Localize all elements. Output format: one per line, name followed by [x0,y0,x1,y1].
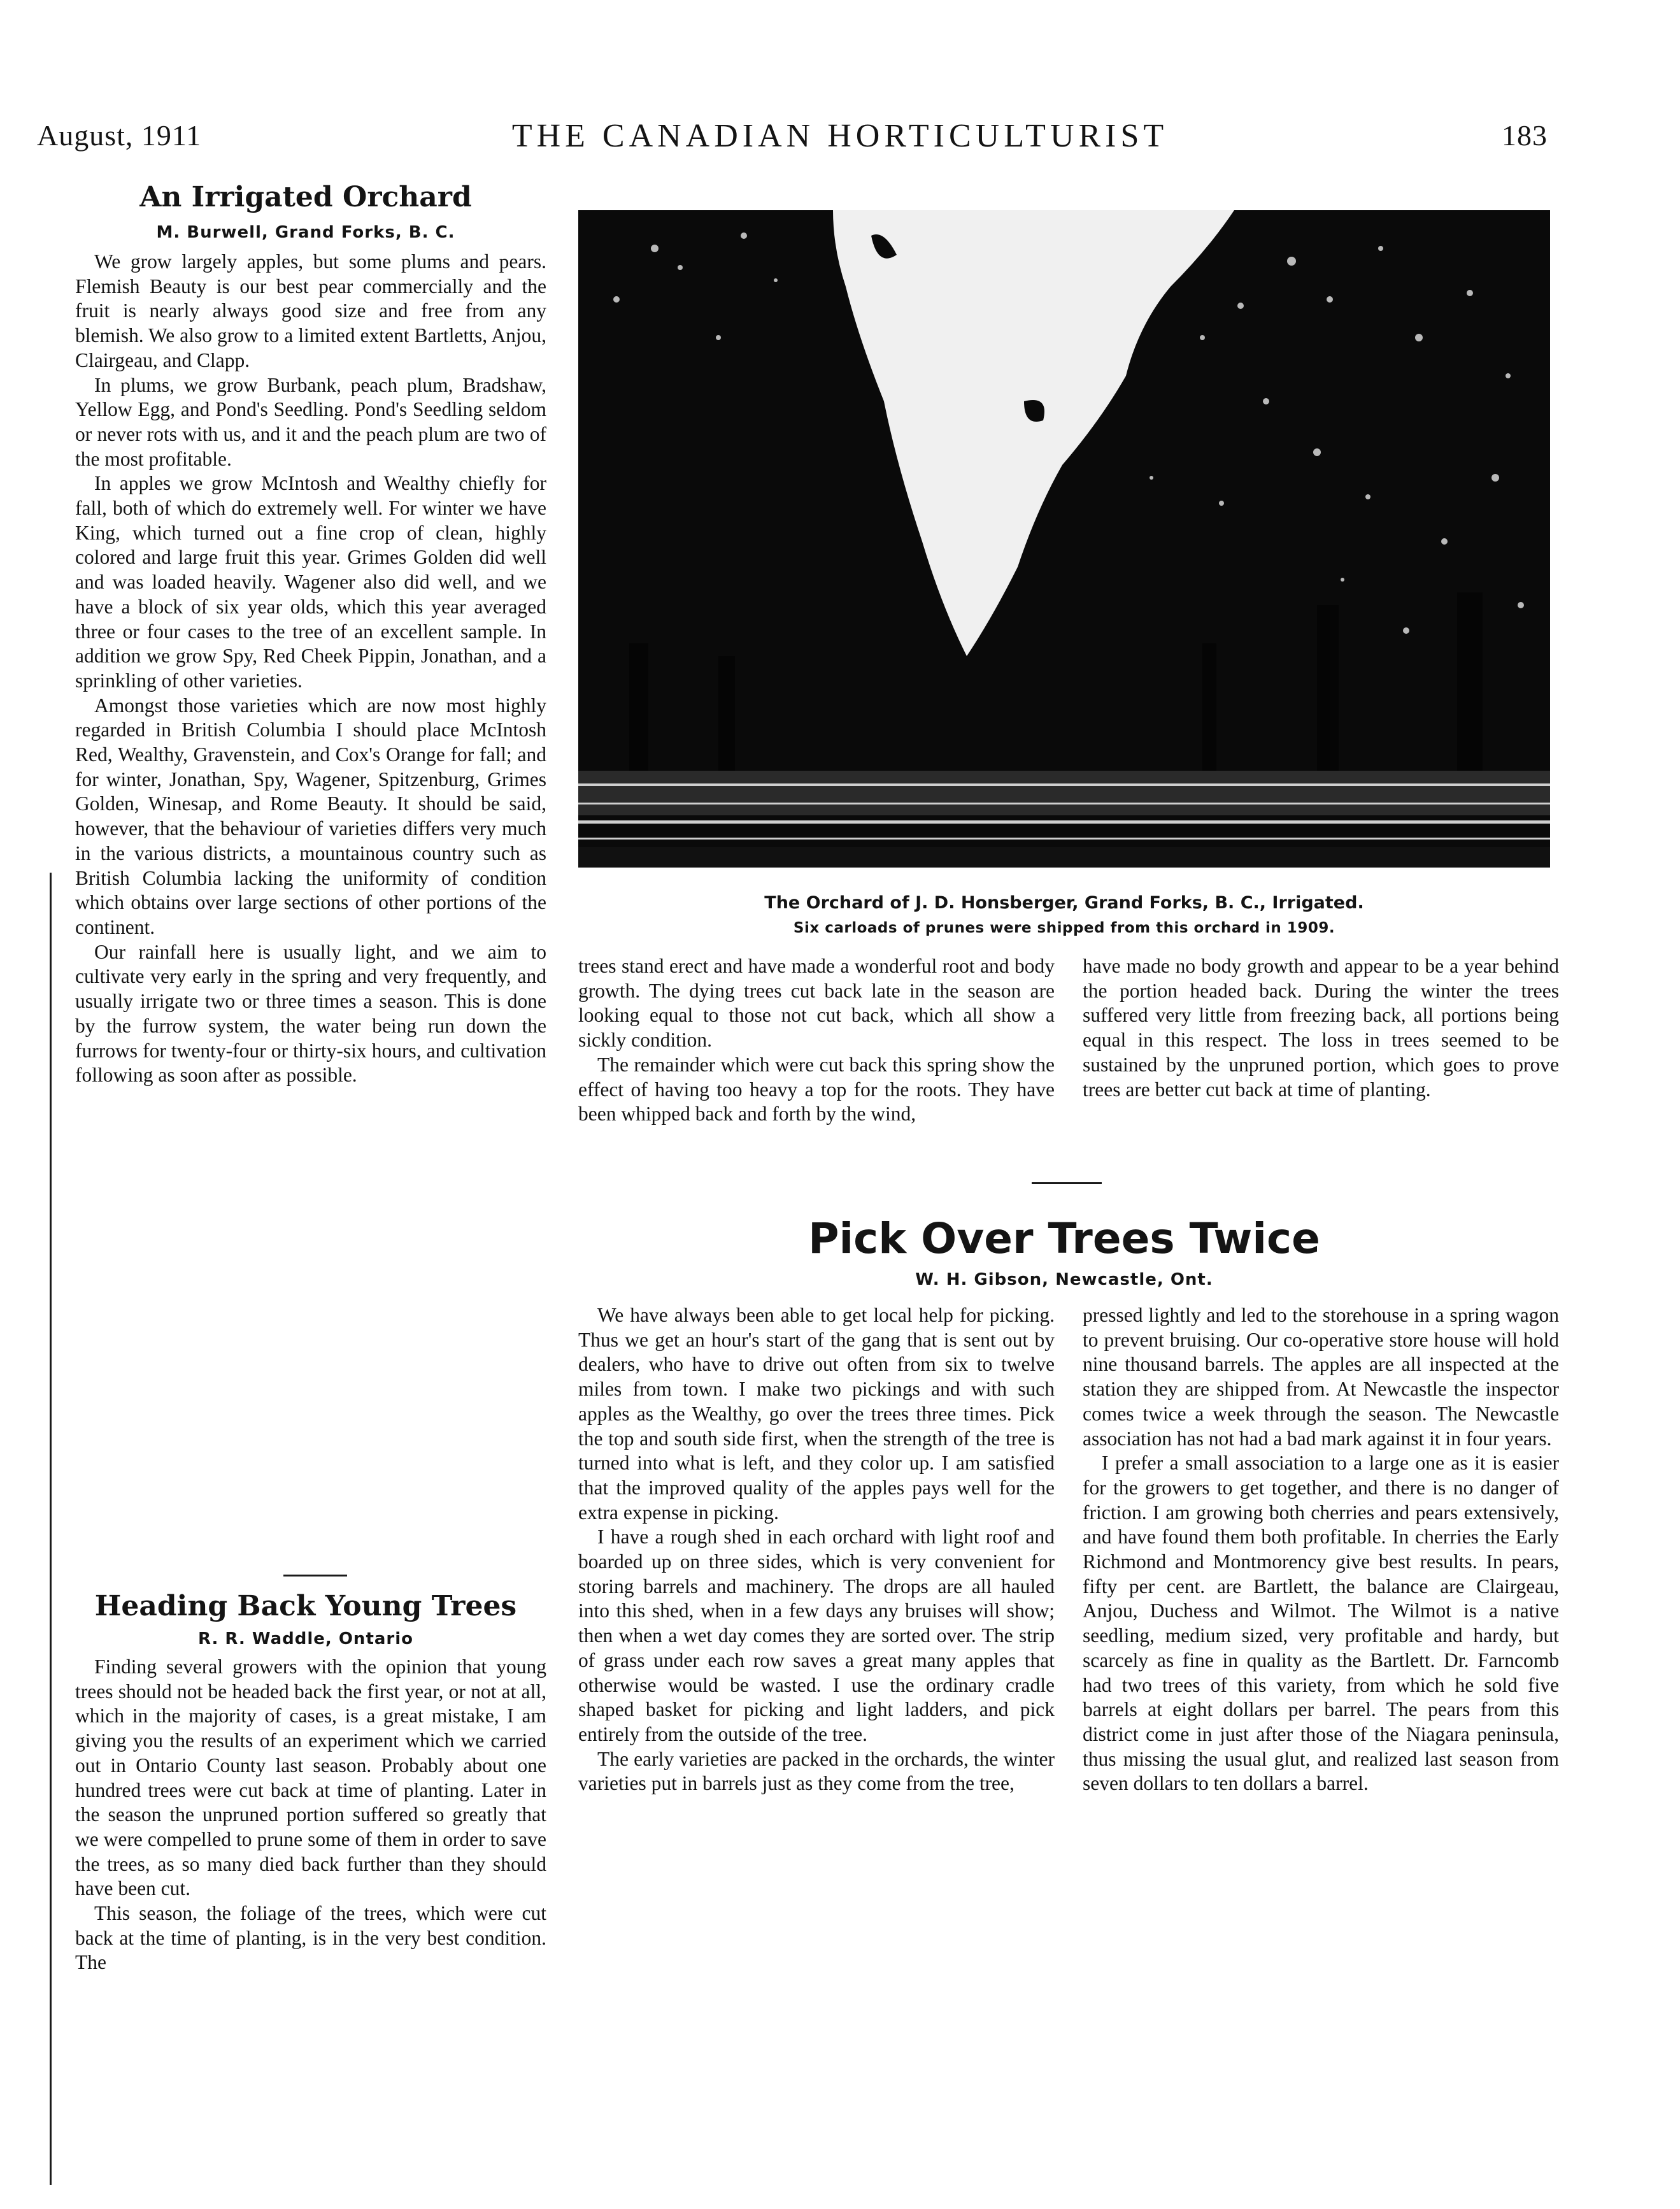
paragraph: In apples we grow McIntosh and Wealthy chiefly for fall, both of which do extremely well. For winter we have King, which turned out a fine crop of clean, highly colored and large fruit this year. Grimes Golden did well and was loaded heavily. Wagener also did well, and we have a block of six year olds, which this year averaged three or four cases to the tree of an excellent sample. In addition we grow Spy, Red Cheek Pippin, Jonathan, and a sprinkling of other varieties. [75,472,546,692]
section-divider [283,1575,347,1576]
paragraph: The remainder which were cut back this spring show the effect of having too heavy a top for the roots. They have been whipped back and forth by the wind, [578,1053,1055,1126]
paragraph: pressed lightly and led to the storehouse in a spring wagon to prevent bruising. Our co-operative store house will hold nine thousand barrels. The apples are all inspected at the station they are shipped from. At Newcastle the inspector comes twice a week through the season. The Newcastle association has not had a bad mark against it in four years. [1083,1304,1559,1450]
paragraph: Finding several growers with the opinion that young trees should not be headed back the first year, or not at all, which in the majority of cases, is a great mistake, I am giving you the results of an experiment which we carried out in Ontario County last season. Probably about one hundred trees were cut back at time of planting. Later in the season the unpruned portion suffered so greatly that we were compelled to prune some of them in order to save the trees, as so many died back further than they should have been cut. [75,1655,546,1900]
page-number: 183 [1502,119,1548,152]
paragraph: Our rainfall here is usually light, and we aim to cultivate very early in the spring and very frequently, and usually irrigate two or three times a season. This is done by the furrow system, the water being run down the furrows for twenty-four or thirty-six hours, and cultivation following as soon after as possible. [75,940,546,1087]
issue-date: August, 1911 [37,119,202,152]
orchard-illustration [578,210,1550,868]
article-body-irrigated-orchard [75,250,546,1088]
paragraph: I have a rough shed in each orchard with light roof and boarded up on three sides, which is very convenient for storing barrels and machinery. The drops are all hauled into this shed, when in a few days any bruises will show; then when a wet day comes they are sorted over. The strip of grass under each row saves a great many apples that otherwise would be wasted. I use the ordinary cradle shaped basket for picking and light ladders, and pick entirely from the outside of the tree. [578,1526,1055,1745]
paragraph: This season, the foliage of the trees, which were cut back at the time of planting, is in the very best condition. The [75,1902,546,1974]
article-body-heading-back-col3 [1083,954,1559,1102]
byline-burwell: M. Burwell, Grand Forks, B. C. [156,223,455,242]
photo-subcaption: Six carloads of prunes were shipped from this orchard in 1909. [793,920,1335,936]
photo-caption: The Orchard of J. D. Honsberger, Grand Forks, B. C., Irrigated. [764,893,1364,913]
paragraph: have made no body growth and appear to be a year behind the portion headed back. During the winter the trees suffered very little from freezing back, all portions being equal in this respect. The loss in trees seemed to be sustained by the unpruned portion, which goes to prove trees are better cut back at time of planting. [1083,955,1559,1101]
byline-waddle: R. R. Waddle, Ontario [197,1629,414,1648]
byline-gibson: W. H. Gibson, Newcastle, Ont. [915,1270,1213,1289]
paragraph: I prefer a small association to a large one as it is easier for the growers to get together, and there is no danger of friction. I am growing both cherries and pears extensively, and have found them both profitable. In cherries the Early Richmond and Montmorency give best results. In pears, fifty per cent. are Bartlett, the balance are Clairgeau, Anjou, Duchess and Wilmot. The Wilmot is a native seedling, medium sized, very profitable and hardy, but scarcely as fine in quality as the Bartlett. Dr. Farncomb had two trees of this variety, from which he sold five barrels at eight dollars per barrel. The pears from this district come in just after those of the Niagara peninsula, thus missing the usual glut, and realized last season from seven dollars to ten dollars a barrel. [1083,1452,1559,1795]
article-title-pick-over: Pick Over Trees Twice [808,1214,1320,1263]
article-title-irrigated-orchard: An Irrigated Orchard [139,181,472,213]
article-body-heading-back-col2 [578,954,1055,1127]
article-title-heading-back: Heading Back Young Trees [94,1590,517,1622]
article-body-pick-over-col2 [1083,1303,1559,1796]
article-body-heading-back-col1 [75,1655,546,1975]
publication-title: THE CANADIAN HORTICULTURIST [511,118,1169,154]
paragraph: The early varieties are packed in the orchards, the winter varieties put in barrels just as they come from the tree, [578,1747,1055,1795]
margin-rule [50,873,52,2185]
section-divider [1032,1182,1102,1184]
paragraph: trees stand erect and have made a wonderful root and body growth. The dying trees cut back late in the season are looking equal to those not cut back, which all show a sickly condition. [578,955,1055,1052]
article-body-pick-over-col1 [578,1303,1055,1796]
orchard-photo [578,210,1550,868]
paragraph: In plums, we grow Burbank, peach plum, Bradshaw, Yellow Egg, and Pond's Seedling. Pond's Seedling seldom or never rots with us, and it and the peach plum are two of the most profitable. [75,373,546,470]
paragraph: Amongst those varieties which are now most highly regarded in British Columbia I should place McIntosh Red, Wealthy, Gravenstein, and Cox's Orange for fall; and for winter, Jonathan, Spy, Wagener, Spitzenburg, Grimes Golden, Winesap, and Rome Beauty. It should be said, however, that the behaviour of varieties differs very much in the various districts, a mountainous country such as British Columbia lacking the uniformity of condition which obtains over large sections of other portions of the continent. [75,694,546,938]
paragraph: We grow largely apples, but some plums and pears. Flemish Beauty is our best pear commercially and the fruit is nearly always good size and free from any blemish. We also grow to a limited extent Bartletts, Anjou, Clairgeau, and Clapp. [75,250,546,371]
paragraph: We have always been able to get local help for picking. Thus we get an hour's start of the gang that is sent out by dealers, who have to drive out often from six to twelve miles from town. I make two pickings and with such apples as the Wealthy, go over the trees three times. Pick the top and south side first, when the strength of the tree is turned into what is left, and they color up. I am satisfied that the improved quality of the apples pays well for the extra expense in picking. [578,1304,1055,1524]
